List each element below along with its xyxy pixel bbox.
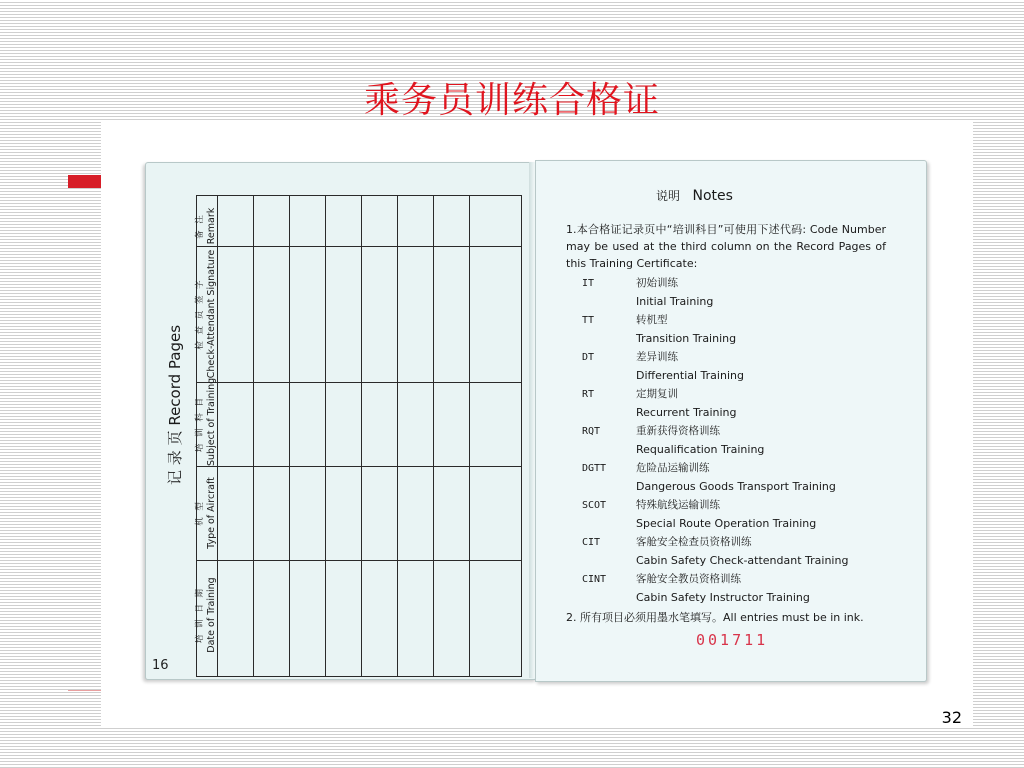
note-1: 1.本合格证记录页中“培训科目”可使用下述代码: Code Number may be used at the third column on the Record Pages of this Training Certificate: (566, 223, 886, 270)
red-line-decoration (68, 690, 102, 691)
page-number: 16 (152, 658, 169, 673)
column-header-aircraft: 机 型 Type of Aircraft (195, 477, 217, 549)
record-table (196, 195, 522, 677)
serial-number: 001711 (696, 631, 769, 649)
column-header-date: 培 训 日 期 Date of Training (195, 577, 217, 653)
record-pages-title (164, 325, 184, 485)
slide-title: 乘务员训练合格证 (363, 80, 660, 121)
notes-heading: 说明 Notes (656, 188, 733, 204)
note-2: 2. 所有项目必须用墨水笔填写。All entries must be in ink. (566, 611, 864, 624)
record-page (145, 162, 537, 680)
record-pages-title-en: Record Pages (166, 324, 184, 426)
column-header-remark: 备 注 Remark (195, 207, 217, 245)
column-header-signature: 检 查 员 签 字 Check-Attendant Signature (195, 249, 217, 379)
column-header-subject: 培 训 科 目 Subject of Training (195, 377, 217, 466)
record-pages-title-zh: 记 录 页 (166, 430, 184, 485)
red-bullet-decoration (68, 175, 102, 188)
certificate-photo (101, 122, 973, 728)
slide-number: 32 (941, 708, 962, 727)
notes-page: 说明 Notes 1.本合格证记录页中“培训科目”可使用下述代码: Code Number may be used at the third column on the Record Pages of this Training Certificate: IT 初始训练 Initial Training TT 转机型 Transition Training DT 差异训练 Differential Training RT 定期复训 Recurrent Training RQT 重新获得资格训练 Requalification Training DGTT 危险品运输训练 Dangerous Goods Transport Training SCOT 特殊航线运输训练 Special Route Operation Training CIT 客舱安全检查员资格训练 Cabin Safety Check-attendant Training CINT 客舱安全教员资格训练 Cabin Safety Instructor Training 2. 所有项目必须用墨水笔填写。All entries must be in ink. 001711 (535, 160, 927, 682)
